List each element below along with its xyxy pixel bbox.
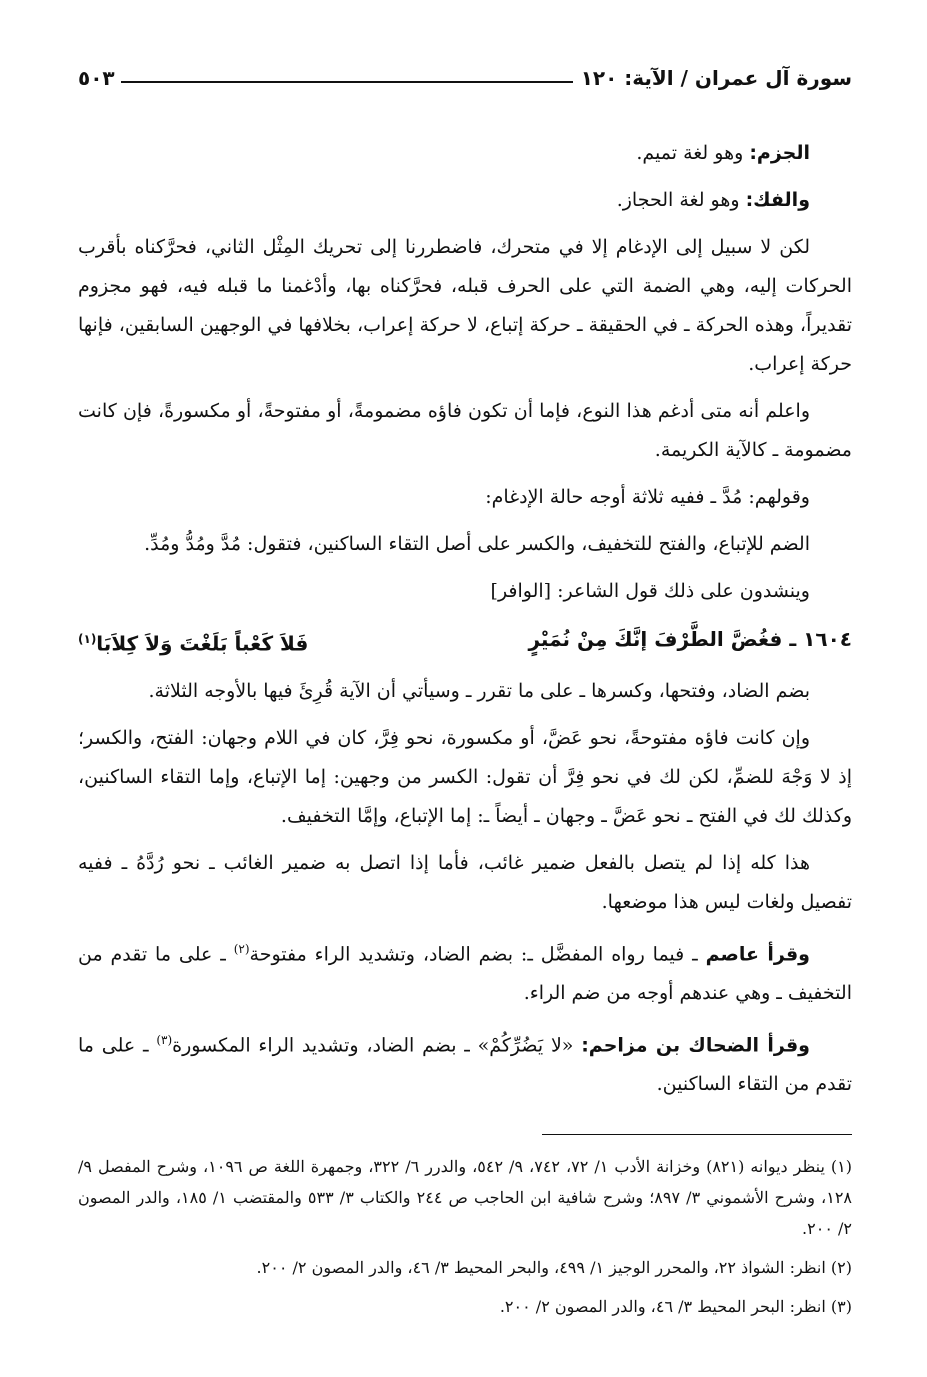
reader-label: وقرأ الضحاك بن مزاحم:	[581, 1034, 810, 1057]
footnotes	[78, 1151, 852, 1322]
paragraph-text: ـ على ما تقدم من التقاء الساكنين.	[78, 1034, 852, 1096]
paragraph-asim	[78, 930, 852, 1013]
footnote: (٣) انظر: البحر المحيط ٣/ ٤٦، والدر المصون ٢/ ٢٠٠.	[499, 1297, 852, 1317]
main-text	[78, 134, 852, 1104]
footnote-marker[interactable]: (٣)	[156, 1032, 173, 1047]
paragraph: الضم للإتباع، والفتح للتخفيف، والكسر على أصل التقاء الساكنين، فتقول: مُدَّ ومُدُّ ومُدِّ.	[144, 533, 810, 555]
footnote: (١) ينظر ديوانه (٨٢١) وخزانة الأدب ١/ ٧٢، ٧٤٢، ٩/ ٥٤٢، والدرر ٦/ ٣٢٢، وجمهرة اللغة ص ١٠٩٦، وشرح المفصل ٩/ ١٢٨، وشرح الأشموني ٣/ ٨٩٧؛ وشرح شافية ابن الحاجب ص ٢٤٤ والكتاب ٣/ ٥٣٣ والمقتضب ١/ ١٨٥، والدر المصون ٢/ ٢٠٠.	[78, 1157, 852, 1239]
footnote-separator	[542, 1134, 852, 1135]
paragraph: لكن لا سبيل إلى الإدغام إلا في متحرك، فاضطررنا إلى تحريك المِثْل الثاني، فحرَّكناه بأقرب الحركات إليه، وهي الضمة التي على الحرف قبله، فحرَّكناه بها، وأدْغمنا ما قبله فيه، فهو مجزوم تقديراً، وهذه الحركة ـ في الحقيقة ـ حركة إتباع، لا حركة إعراب، بخلافها في الوجهين السابقين، فإنها حركة إعراب.	[78, 236, 852, 375]
book-page	[78, 56, 852, 1330]
page-number: ٥٠٣	[78, 66, 115, 90]
paragraph: واعلم أنه متى أدغم هذا النوع، فإما أن تكون فاؤه مضمومةً، أو مفتوحةً، أو مكسورةً، فإن كانت مضمومة ـ كالآية الكريمة.	[78, 400, 852, 461]
paragraph-jazm	[78, 134, 852, 173]
footnote: (٢) انظر: الشواذ ٢٢، والمحرر الوجيز ١/ ٤٩٩، والبحر المحيط ٣/ ٤٦، والدر المصون ٢/ ٢٠٠.	[256, 1258, 852, 1278]
paragraph-text: وهو لغة تميم.	[636, 142, 750, 164]
footnote-marker[interactable]: (١)	[78, 632, 97, 646]
header-rule	[121, 81, 573, 83]
paragraph-dahhak	[78, 1021, 852, 1104]
paragraph: وإن كانت فاؤه مفتوحةً، نحو عَضَّ، أو مكسورة، نحو فِرَّ، كان في اللام وجهان: الفتح، والكسر؛ إذ لا وَجْهَ للضمِّ، لكن لك في نحو فِرَّ أن تقول: الكسر من وجهين: إما الإتباع، وإما التقاء الساكنين، وكذلك لك في الفتح ـ نحو عَضَّ ـ وجهان ـ أيضاً ـ: إما الإتباع، وإمَّا التخفيف.	[78, 726, 852, 827]
paragraph: وينشدون على ذلك قول الشاعر: [الوافر]	[490, 580, 810, 602]
paragraph-text: ـ على ما تقدم من التخفيف ـ وهي عندهم أوجه من ضم الراء.	[78, 942, 852, 1004]
paragraph-text: ـ فيما رواه المفضَّل ـ: بضم الضاد، وتشديد الراء مفتوحة	[249, 942, 706, 965]
paragraph: هذا كله إذا لم يتصل بالفعل ضمير غائب، فأما إذا اتصل به ضمير الغائب ـ نحو رُدَّهُ ـ ففيه تفصيل ولغات ليس هذا موضعها.	[78, 851, 852, 913]
verse-first-hemistich: ١٦٠٤ ـ فغُضَّ الطَّرْفَ إنَّكَ مِنْ نُمَيْرٍ	[528, 627, 852, 651]
running-header	[78, 56, 852, 90]
paragraph-fakk	[78, 181, 852, 220]
poetry-verse	[78, 619, 852, 664]
verse-second-hemistich	[78, 619, 308, 664]
paragraph: بضم الضاد، وفتحها، وكسرها ـ على ما تقرر ـ وسيأتي أن الآية قُرِئَ فيها بالأوجه الثلاثة.	[148, 679, 810, 702]
reader-label: وقرأ عاصم	[705, 942, 810, 965]
term-label: والفك:	[745, 189, 810, 211]
paragraph: وقولهم: مُدَّ ـ ففيه ثلاثة أوجه حالة الإدغام:	[485, 486, 810, 508]
paragraph-text: وهو لغة الحجاز.	[616, 189, 746, 211]
verse-second-text: فَلاَ كَعْباً بَلَغْتَ وَلاَ كِلاَبَا	[96, 631, 309, 656]
header-title: سورة آل عمران / الآية: ١٢٠	[580, 66, 852, 90]
term-label: الجزم:	[749, 142, 810, 164]
footnote-marker[interactable]: (٢)	[233, 941, 250, 956]
paragraph-text: «لا يَضُرِّكُمْ» ـ بضم الضاد، وتشديد الراء المكسورة	[172, 1034, 582, 1057]
